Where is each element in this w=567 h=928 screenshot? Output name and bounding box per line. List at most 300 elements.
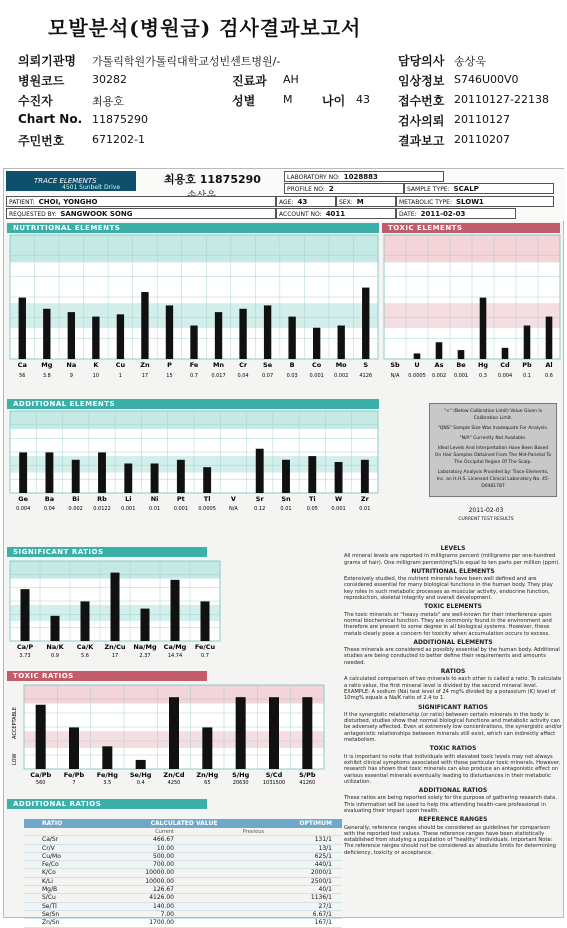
profile-label: PROFILE NO: — [287, 186, 325, 193]
ratio-cell: 2500/1 — [310, 877, 332, 885]
additional-value-label: N/A — [228, 506, 238, 512]
ratio-cell — [174, 869, 264, 876]
additional-category-label: Ba — [44, 495, 55, 503]
label-department: 진료과 — [232, 74, 267, 88]
explanation-paragraph: Generally, reference ranges should be considered as guidelines for comparison with the reported test values. These reference ranges have been statistically established from studying a population of "healthy" individuals. Important Note: The reference ranges should not be considered as absolute limits for determining deficiency, toxicity or acceptance. — [344, 824, 556, 856]
metabolic-value: SLOW1 — [455, 198, 484, 206]
value-sex: M — [283, 93, 293, 106]
additional-category-label: Ni — [150, 495, 159, 503]
ratio-cell: Zn/Sn — [42, 919, 60, 927]
explanation-heading: REFERENCE RANGES — [418, 816, 488, 824]
logo-address: 4501 Sunbelt Drive — [62, 184, 121, 191]
ratio-low-label: LOW — [12, 753, 18, 765]
legend-line-3: "N/A" Currently Not Available. — [459, 436, 527, 441]
toxic-ratios-header: TOXIC RATIOS — [7, 671, 207, 681]
nutritional-value-label: 56 — [19, 373, 26, 379]
ratio-table-row — [24, 911, 342, 919]
value-request-date: 20110127 — [454, 113, 510, 126]
significant-category-label: Na/Mg — [133, 643, 157, 651]
ratio-table-row — [24, 903, 342, 911]
significant-value-label: 0.7 — [201, 653, 209, 659]
ratio-cell: 4126.00 — [149, 894, 174, 902]
ratio-acceptable-label: ACCEPTABLE — [12, 707, 18, 739]
value-institution: 가톨릭학원가톨릭대학교성빈센트병원/- — [92, 55, 281, 68]
explanation-paragraph: If the synergistic relationship (or ratio) between certain minerals in the body is disturbed, studies show that normal biological functions and metabolic activity can be adversely affected. Even at extremely low concentrations, the synergistic and/or antagonistic relationships between minerals still exist, which can indirectly affect metabolism. — [344, 711, 562, 744]
significant-value-label: 0.9 — [51, 653, 59, 659]
significant-category-label: Ca/P — [16, 643, 34, 651]
label-clinical-info: 임상정보 — [398, 74, 445, 88]
toxic-category-label: U — [414, 361, 420, 369]
toxic-ratios-bar — [202, 727, 212, 769]
label-institution: 의뢰기관명 — [18, 54, 76, 68]
age-value: 43 — [297, 198, 308, 206]
explanation-heading: TOXIC RATIOS — [429, 745, 477, 753]
additional-bar — [45, 452, 53, 493]
toxic-ratios-value-label: 0.4 — [136, 780, 145, 786]
toxic-ratios-category-label: Zn/Hg — [196, 771, 219, 779]
nutritional-band-high — [10, 235, 378, 262]
additional-category-label: Ti — [308, 495, 316, 503]
additional-value-label: 0.0005 — [198, 506, 216, 512]
additional-bar — [124, 463, 132, 493]
toxic-value-label: 0.0005 — [408, 373, 426, 379]
trace-elements-logo: TRACE ELEMENTS — [6, 171, 136, 191]
nutritional-value-label: 0.07 — [262, 373, 274, 379]
toxic-bar — [414, 353, 421, 359]
sample-value: SCALP — [453, 185, 479, 193]
toxic-ratios-bar — [236, 697, 246, 769]
report-title: 모발분석(병원급) 검사결과보고서 — [48, 16, 362, 40]
nutritional-category-label: Zn — [140, 361, 150, 369]
toxic-ratios-value-label: 4250 — [167, 780, 181, 786]
significant-bar — [81, 601, 90, 641]
label-age: 나이 — [322, 94, 346, 108]
ratio-cell: Cr/V — [42, 844, 55, 852]
nutritional-category-label: Mn — [212, 361, 225, 369]
toxic-ratios-category-label: S/Hg — [232, 771, 250, 779]
toxic-value-label: 0.6 — [545, 373, 553, 379]
calc-col-header: CALCULATED VALUE — [150, 820, 218, 827]
toxic-ratios-category-label: S/Pb — [299, 771, 316, 779]
nutritional-bar — [68, 312, 75, 359]
toxic-ratios-value-label: 65 — [204, 780, 211, 786]
ratio-table-subheader — [24, 828, 342, 836]
additional-bar — [72, 460, 80, 493]
nutritional-bar — [362, 288, 369, 359]
nutritional-value-label: 4126 — [359, 373, 373, 379]
toxic-category-label: Sb — [390, 361, 400, 369]
additional-value-label: 0.05 — [306, 506, 318, 512]
additional-value-label: 0.001 — [331, 506, 346, 512]
additional-value-label: 0.001 — [173, 506, 189, 512]
nutritional-category-label: Cr — [239, 361, 248, 369]
nutritional-category-label: Ca — [17, 361, 27, 369]
significant-category-label: Ca/K — [76, 643, 94, 651]
value-clinical-info: S746U00V0 — [454, 73, 519, 86]
header-info — [0, 52, 567, 158]
additional-bar — [203, 467, 211, 493]
label-hospital-code: 병원코드 — [18, 74, 65, 88]
nutritional-band-mid — [10, 303, 378, 328]
explanation-paragraph: The toxic minerals or "heavy metals" are well-known for their interference upon normal biochemical function. They are commonly found in the environment and therefore are present to some degree in all biological systems. However, these metals clearly pose a concern for toxicity when accumulation occurs to excess. — [344, 611, 552, 637]
toxic-header: TOXIC ELEMENTS — [382, 223, 560, 233]
nutritional-bar — [215, 312, 222, 359]
nutritional-value-label: 0.7 — [190, 373, 198, 379]
toxic-category-label: As — [434, 361, 444, 369]
significant-bar — [51, 616, 60, 641]
nutritional-bar — [288, 317, 295, 359]
nutritional-category-label: Fe — [189, 361, 199, 369]
toxic-ratios-category-label: S/Cd — [265, 771, 283, 779]
value-receipt-no: 20110127-22138 — [454, 93, 549, 106]
toxic-ratios-value-label: 41260 — [299, 780, 316, 786]
explanation-heading: ADDITIONAL ELEMENTS — [413, 638, 493, 646]
nutritional-category-label: Mg — [41, 361, 53, 369]
ratio-cell: Mg/B — [42, 886, 58, 894]
nutritional-category-label: Cu — [115, 361, 126, 369]
explanation-paragraph: It is important to note that individuals with elevated toxic levels may not always exhibit clinical symptoms associated with those particular toxic minerals. However, research has shown that toxic minerals can also produce an antagonistic effect on various essential minerals eventually leading to disturbances in their metabolic utilization. — [344, 753, 561, 785]
toxic-category-label: Be — [456, 361, 466, 369]
ratio-cell — [174, 878, 264, 885]
additional-bar — [361, 460, 369, 493]
legend-line-2: "QNS" Sample Size Was Inadequate For Analysis. — [437, 426, 549, 431]
toxic-value-label: 0.3 — [479, 373, 487, 379]
legend-line-5: Laboratory Analysis Provided by: Trace Elements, Inc. an H.H.S. Licensed Clinical Laboratory No. 45-D0481787 — [436, 470, 550, 489]
significant-bar — [141, 609, 150, 641]
current-results-label: CURRENT TEST RESULTS — [458, 517, 514, 522]
lab-no-value: 1028883 — [343, 173, 378, 181]
lab-report-scan — [3, 168, 564, 927]
ratio-cell — [174, 861, 264, 868]
ratio-cell: 10.00 — [156, 844, 174, 852]
additional-ratios-header: ADDITIONAL RATIOS — [7, 799, 207, 809]
toxic-bar — [546, 317, 553, 359]
nutritional-bar — [313, 328, 320, 359]
ratio-cell — [174, 894, 264, 901]
significant-bar — [21, 589, 30, 641]
toxic-value-label: N/A — [390, 373, 400, 379]
requested-value: SANGWOOK SONG — [60, 210, 133, 218]
explanation-heading: ADDITIONAL RATIOS — [418, 787, 488, 795]
nutritional-value-label: 1 — [118, 373, 122, 379]
report-date-stamp: 2011-02-03 — [468, 507, 504, 514]
nutritional-bar — [117, 314, 124, 359]
additional-bar — [335, 462, 343, 493]
significant-header: SIGNIFICANT RATIOS — [7, 547, 207, 557]
label-receipt-no: 접수번호 — [398, 94, 445, 108]
ratio-table-row — [24, 886, 342, 894]
additional-value-label: 0.12 — [254, 506, 266, 512]
ratio-cell: 131/1 — [314, 836, 332, 844]
toxic-ratios-category-label: Fe/Hg — [96, 771, 118, 779]
ratio-table-row — [24, 919, 342, 927]
current-col-header: Current — [155, 829, 174, 835]
additional-bar — [19, 452, 27, 493]
significant-bar — [201, 601, 210, 641]
toxic-category-label: Hg — [477, 361, 489, 369]
legend-line-4: Ideal Levels And Interpretation Have Been Based On Hair Samples Obtained From The Mid-Parietal To The Occipital Region Of The Scalp. — [434, 446, 552, 465]
toxic-category-label: Pb — [522, 361, 532, 369]
sample-label: SAMPLE TYPE: — [407, 186, 450, 193]
nutritional-value-label: 0.017 — [211, 373, 226, 379]
value-age: 43 — [356, 93, 370, 106]
nutritional-category-label: S — [363, 361, 369, 369]
ratio-rows — [24, 836, 342, 927]
nutritional-category-label: B — [289, 361, 295, 369]
toxic-category-label: Cd — [500, 361, 510, 369]
toxic-ratios-bar — [169, 697, 179, 769]
nutritional-value-label: 0.002 — [334, 373, 349, 379]
additional-category-label: W — [334, 495, 343, 503]
ratio-cell — [174, 919, 264, 926]
label-sex: 성별 — [232, 94, 256, 108]
ratio-cell — [174, 886, 264, 893]
explanation-heading: RATIOS — [440, 668, 466, 676]
sex-value: M — [356, 198, 364, 206]
ratio-cell — [174, 903, 264, 910]
ratio-cell: Fe/Co — [42, 861, 59, 869]
ratio-cell: 466.67 — [153, 836, 174, 844]
toxic-value-label: 0.1 — [523, 373, 531, 379]
nutritional-bar — [338, 326, 345, 359]
ratio-table-header — [24, 819, 342, 828]
ratio-cell: 440/1 — [314, 861, 332, 869]
ratio-table-row — [24, 861, 342, 869]
account-label: ACCOUNT NO: — [279, 211, 322, 218]
additional-value-label: 0.01 — [280, 506, 292, 512]
label-id-no: 주민번호 — [18, 134, 65, 148]
ratio-cell: 27/1 — [318, 902, 332, 910]
nutritional-value-label: 15 — [166, 373, 173, 379]
ratio-cell: S/Cu — [42, 894, 56, 902]
toxic-ratios-bar — [269, 697, 279, 769]
explanation-heading: NUTRITIONAL ELEMENTS — [411, 567, 495, 575]
ratio-cell: 1136/1 — [310, 894, 332, 902]
ratio-cell: 700.00 — [153, 861, 174, 869]
additional-category-label: V — [230, 495, 236, 503]
toxic-ratios-category-label: Se/Hg — [129, 771, 152, 779]
toxic-bar — [524, 326, 531, 359]
significant-category-label: Zn/Cu — [104, 643, 126, 651]
ratio-cell: 6.67/1 — [312, 910, 332, 918]
additional-category-label: Sn — [281, 495, 291, 503]
date-label: DATE: — [399, 211, 417, 218]
label-request-date: 검사의뢰 — [398, 114, 445, 128]
additional-category-label: Pt — [176, 495, 185, 503]
toxic-ratios-value-label: 7 — [72, 780, 76, 786]
significant-bar — [171, 580, 180, 641]
toxic-ratios-bar — [36, 705, 46, 769]
nutritional-category-label: K — [93, 361, 99, 369]
explanation-heading: TOXIC ELEMENTS — [424, 603, 482, 611]
additional-header: ADDITIONAL ELEMENTS — [7, 399, 379, 409]
toxic-bar — [480, 298, 487, 359]
value-chart-no: 11875290 — [92, 113, 148, 126]
ratio-cell: 167/1 — [314, 919, 332, 927]
explanation-heading: LEVELS — [440, 545, 466, 552]
ratio-cell: Se/Tl — [42, 902, 57, 910]
nutritional-value-label: 9 — [69, 373, 73, 379]
label-patient: 수진자 — [18, 94, 53, 108]
toxic-ratios-value-label: 3.5 — [103, 780, 112, 786]
additional-category-label: Tl — [203, 495, 211, 503]
toxic-ratios-bar — [136, 760, 146, 769]
significant-value-label: 5.6 — [81, 653, 89, 659]
toxic-ratios-bar — [69, 727, 79, 769]
nutritional-category-label: Na — [66, 361, 77, 369]
toxic-bar — [502, 348, 509, 359]
ratio-table-row — [24, 869, 342, 877]
toxic-ratios-category-label: Ca/Pb — [30, 771, 52, 779]
nutritional-category-label: P — [167, 361, 172, 369]
additional-value-label: 0.01 — [149, 506, 161, 512]
label-doctor: 담당의사 — [398, 54, 445, 68]
additional-value-label: 0.0122 — [93, 506, 111, 512]
nutritional-bar — [264, 305, 271, 359]
toxic-ratios-value-label: 1031500 — [262, 780, 286, 786]
nutritional-bar — [43, 309, 50, 359]
nutritional-value-label: 0.001 — [309, 373, 324, 379]
additional-bar — [308, 456, 316, 493]
additional-value-label: 0.04 — [43, 506, 55, 512]
nutritional-value-label: 0.03 — [286, 373, 298, 379]
label-report-date: 결과보고 — [398, 134, 445, 148]
ratio-cell: 10000.00 — [145, 877, 174, 885]
toxic-ratios-category-label: Zn/Cd — [163, 771, 185, 779]
additional-value-label: 0.004 — [15, 506, 31, 512]
toxic-bar — [436, 342, 443, 359]
ratio-table-row — [24, 853, 342, 861]
significant-bar — [111, 573, 120, 641]
ratio-cell — [174, 911, 264, 918]
ratio-table-row — [24, 836, 342, 844]
toxic-ratios-category-label: Fe/Pb — [63, 771, 85, 779]
value-hospital-code: 30282 — [92, 73, 127, 86]
additional-value-label: 0.002 — [68, 506, 83, 512]
additional-category-label: Sr — [255, 495, 264, 503]
additional-value-label: 0.01 — [359, 506, 371, 512]
nutritional-category-label: Se — [263, 361, 273, 369]
additional-bar — [177, 460, 185, 493]
ratio-cell: Cu/Mo — [42, 852, 61, 860]
additional-bar — [282, 460, 290, 493]
toxic-category-label: Al — [545, 361, 553, 369]
significant-value-label: 14.74 — [167, 653, 183, 659]
significant-category-label: Fe/Cu — [194, 643, 216, 651]
nutritional-value-label: 10 — [92, 373, 100, 379]
ratio-cell: 625/1 — [314, 852, 332, 860]
ratio-table-row — [24, 845, 342, 853]
ratio-cell: 1700.00 — [149, 919, 174, 927]
additional-category-label: Rb — [97, 495, 107, 503]
age-label: AGE: — [279, 199, 294, 206]
nutritional-bar — [239, 309, 246, 359]
additional-value-label: 0.001 — [121, 506, 136, 512]
value-report-date: 20110207 — [454, 133, 510, 146]
label-chart-no: Chart No. — [18, 112, 83, 126]
explanation-paragraph: A calculated comparison of two minerals to each other is called a ratio. To calculate a ratio value, the first mineral level is divided by the second mineral level. EXAMPLE: A sodium (Na) test level of 24 mg% divided by a potassium (K) level of 10mg% equals a Na/K ratio of 2.4 to 1. — [344, 676, 562, 702]
patient-label: PATIENT: — [9, 199, 35, 206]
value-id-no: 671202-1 — [92, 133, 145, 146]
toxic-ratios-value-label: 20630 — [232, 780, 249, 786]
ratio-cell — [174, 845, 264, 852]
ratio-cell: K/Li — [42, 877, 53, 885]
ratio-col-header: RATIO — [42, 820, 63, 827]
ratio-cell: Ca/Sr — [42, 836, 59, 844]
explanation-text — [344, 543, 562, 919]
additional-bar — [151, 463, 159, 493]
nutritional-bar — [19, 298, 26, 359]
value-patient: 최용호 — [92, 95, 124, 108]
explanation-paragraph: All mineral levels are reported in milligrams percent (milligrams per one-hundred grams of hair). One milligram percent(mg%)is equal to ten parts per million (ppm). — [344, 553, 560, 566]
ratio-cell — [174, 836, 264, 843]
date-value: 2011-02-03 — [420, 210, 466, 218]
explanation-paragraph: These ratios are being reported solely for the purpose of gathering research data. This information will be used to help the attending health-care professional in evaluating their impact upon health. — [344, 795, 557, 814]
significant-value-label: 17 — [111, 653, 119, 659]
nutritional-category-label: Mo — [335, 361, 347, 369]
ratio-cell: 7.00 — [160, 910, 174, 918]
nutritional-bar — [190, 326, 197, 359]
significant-value-label: 2.37 — [139, 653, 151, 659]
ratio-cell: Se/Sn — [42, 910, 60, 918]
toxic-ratios-value-label: 560 — [35, 780, 46, 786]
toxic-ratios-bar — [302, 697, 312, 769]
ratio-cell: 126.67 — [153, 886, 174, 894]
toxic-ratios-bar — [102, 746, 112, 769]
significant-category-label: Na/K — [46, 643, 64, 651]
nutritional-category-label: Co — [312, 361, 322, 369]
handwritten-patient: 최용호 11875290 — [164, 173, 261, 186]
toxic-value-label: 0.002 — [431, 373, 447, 379]
legend-line-1: "<" (Below Calibration Limit) Value Given Is Calibration Limit. — [443, 409, 543, 421]
account-value: 4011 — [325, 210, 346, 218]
metabolic-label: METABOLIC TYPE: — [399, 199, 452, 206]
nutritional-header: NUTRITIONAL ELEMENTS — [7, 223, 379, 233]
ratio-cell — [174, 853, 264, 860]
value-doctor: 송상욱 — [454, 55, 486, 68]
ratio-cell: 140.00 — [153, 902, 174, 910]
explanation-heading: SIGNIFICANT RATIOS — [418, 703, 488, 711]
toxic-value-label: 0.001 — [453, 373, 469, 379]
significant-value-label: 3.73 — [19, 653, 31, 659]
additional-category-label: Li — [125, 495, 132, 503]
additional-bar — [98, 452, 106, 493]
ratio-table — [24, 819, 342, 928]
nutritional-value-label: 0.04 — [237, 373, 249, 379]
ratio-cell: 2000/1 — [310, 869, 332, 877]
toxic-bar — [458, 350, 465, 359]
additional-bar — [256, 449, 264, 493]
ratio-cell: 10000.00 — [145, 869, 174, 877]
significant-category-label: Ca/Mg — [163, 643, 187, 651]
profile-value: 2 — [328, 185, 334, 193]
nutritional-bar — [92, 317, 99, 359]
explanation-paragraph: Extensively studied, the nutrient minerals have been well defined and are considered essential for many biological functions in the human body. They play key roles in such metabolic processes as muscular activity, endocrine function, reproduction, skeletal integrity and overall development. — [344, 576, 553, 602]
ratio-table-row — [24, 878, 342, 886]
ratio-cell: 500.00 — [153, 852, 174, 860]
nutritional-bar — [141, 292, 148, 359]
ratio-cell: K/Co — [42, 869, 56, 877]
toxic-value-label: 0.004 — [497, 373, 513, 379]
additional-category-label: Ge — [18, 495, 29, 503]
legend-note-box — [429, 403, 557, 497]
lab-no-label: LABORATORY NO: — [287, 174, 340, 181]
additional-category-label: Bi — [72, 495, 80, 503]
optimum-col-header: OPTIMUM — [299, 820, 332, 827]
additional-category-label: Zr — [360, 495, 369, 503]
ratio-table-row — [24, 894, 342, 902]
patient-value: CHOI, YONGHO — [38, 198, 98, 206]
